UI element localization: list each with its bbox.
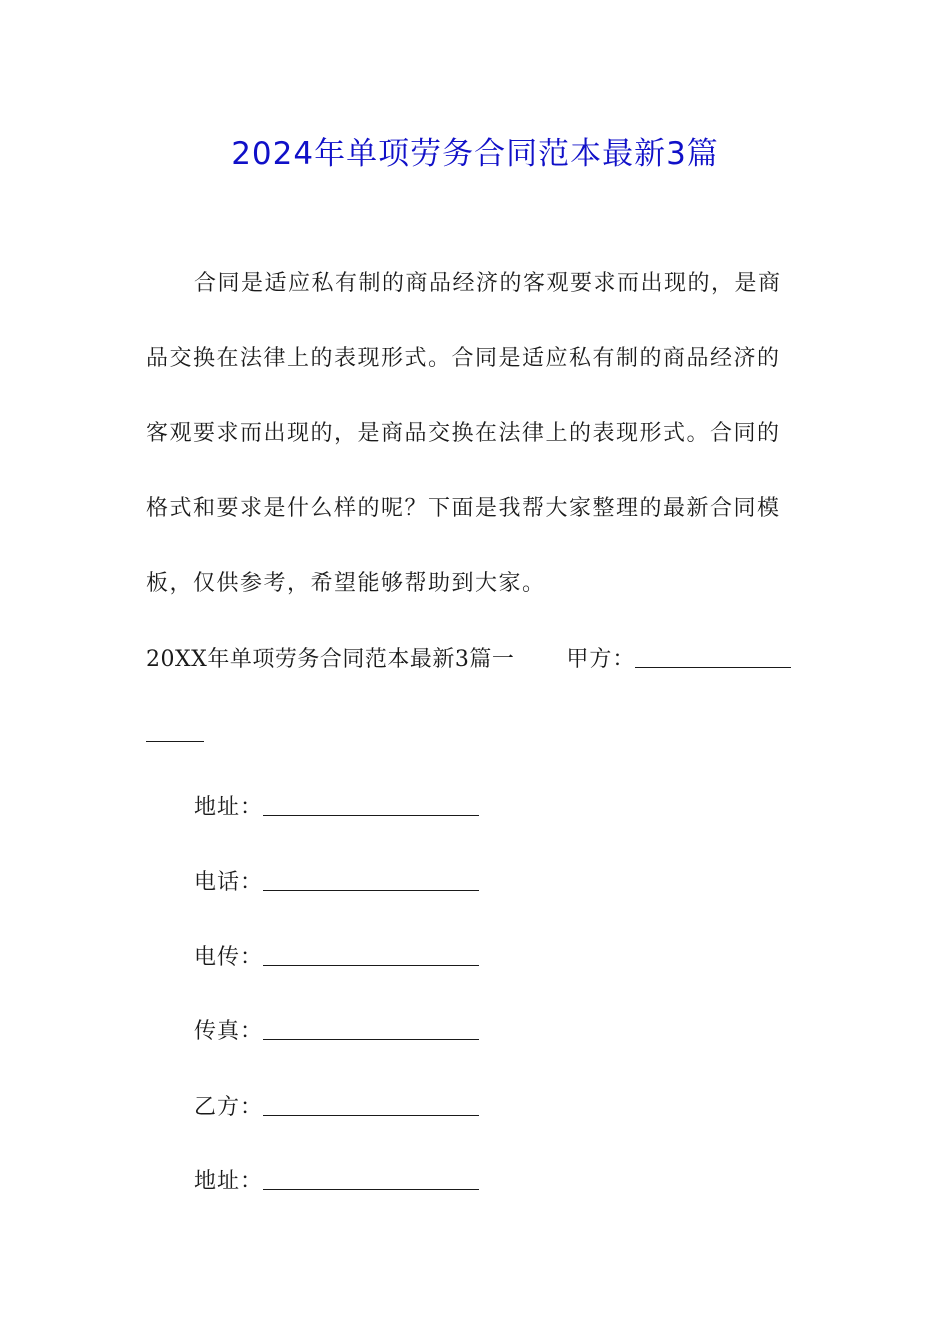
fax-field [194, 1016, 479, 1048]
fill-in-blank[interactable] [263, 1017, 479, 1040]
intro-line: 品交换在法律上的表现形式。合同是适应私有制的商品经济的 [146, 346, 781, 371]
party-b-field [194, 1092, 479, 1124]
fill-in-blank[interactable] [263, 1093, 479, 1116]
document-title: 2024年单项劳务合同范本最新3篇 [231, 136, 719, 172]
field-label: 电话： [194, 870, 264, 895]
intro-line: 客观要求而出现的，是商品交换在法律上的表现形式。合同的 [146, 421, 781, 446]
field-label: 地址： [194, 795, 264, 820]
field-label: 传真： [194, 1019, 264, 1044]
fill-in-blank[interactable] [263, 1167, 479, 1190]
section-heading-row [146, 644, 806, 676]
party-a-blank[interactable] [635, 645, 791, 668]
fill-in-blank[interactable] [263, 943, 479, 966]
field-label: 电传： [194, 945, 264, 970]
field-label: 乙方： [194, 1095, 264, 1120]
intro-line: 格式和要求是什么样的呢？下面是我帮大家整理的最新合同模 [146, 496, 781, 521]
field-label: 地址： [194, 1169, 264, 1194]
phone-field [194, 867, 479, 899]
intro-line: 合同是适应私有制的商品经济的客观要求而出现的，是商 [194, 271, 782, 296]
fill-in-blank[interactable] [263, 868, 479, 891]
address-field-b [194, 1166, 479, 1198]
address-field-a [194, 792, 479, 824]
intro-line: 板，仅供参考，希望能够帮助到大家。 [146, 571, 546, 596]
fill-in-blank[interactable] [263, 793, 479, 816]
telex-field [194, 942, 479, 974]
party-a-label: 甲方： [566, 647, 636, 672]
party-a-blank-continuation[interactable] [146, 741, 204, 742]
section-title: 20XX年单项劳务合同范本最新3篇一 [146, 647, 515, 672]
